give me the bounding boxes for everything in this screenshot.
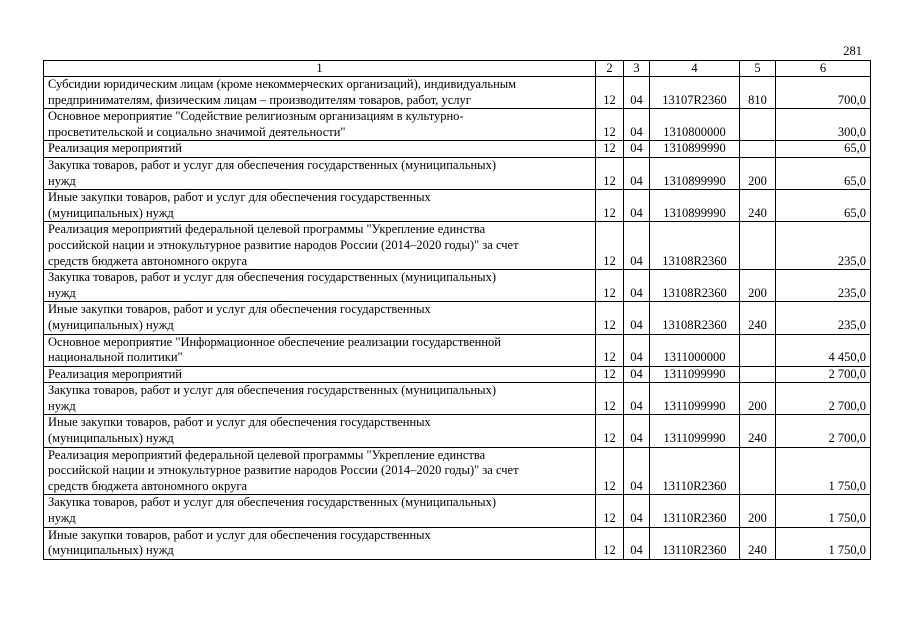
target-article-code: 13110R2360: [650, 527, 740, 559]
expense-type-code: [740, 366, 776, 383]
row-description: [44, 302, 596, 334]
expense-type-code: [740, 334, 776, 366]
description-line: (муниципальных) нужд: [48, 205, 174, 220]
table-row: [44, 157, 871, 189]
description-line: Реализация мероприятий федеральной целевой программы "Укрепление единства: [48, 447, 486, 462]
description-line: Реализация мероприятий: [48, 141, 182, 156]
table-row: [44, 334, 871, 366]
expense-type-code: 240: [740, 302, 776, 334]
description-line: Иные закупки товаров, работ и услуг для обеспечения государственных: [48, 302, 431, 317]
target-article-code: 13108R2360: [650, 302, 740, 334]
row-description: [44, 334, 596, 366]
amount: 700,0: [776, 77, 871, 109]
target-article-code: 1310899990: [650, 141, 740, 158]
table-row: [44, 527, 871, 559]
target-article-code: 1310899990: [650, 190, 740, 222]
expense-type-code: [740, 109, 776, 141]
table-row: [44, 366, 871, 383]
row-description: [44, 222, 596, 270]
amount: 235,0: [776, 270, 871, 302]
target-article-code: 1310800000: [650, 109, 740, 141]
subsection-code: 04: [624, 270, 650, 302]
subsection-code: 04: [624, 222, 650, 270]
amount: 2 700,0: [776, 415, 871, 447]
table-row: [44, 270, 871, 302]
target-article-code: 13107R2360: [650, 77, 740, 109]
row-description: [44, 447, 596, 495]
expense-type-code: 200: [740, 383, 776, 415]
target-article-code: 13110R2360: [650, 495, 740, 527]
row-description: [44, 77, 596, 109]
table-row: [44, 190, 871, 222]
table-row: [44, 109, 871, 141]
description-line: предпринимателям, физическим лицам – производителям товаров, работ, услуг: [48, 92, 471, 107]
amount: 2 700,0: [776, 366, 871, 383]
description-line: нужд: [48, 511, 76, 526]
expense-type-code: [740, 141, 776, 158]
section-code: 12: [596, 222, 624, 270]
table-row: [44, 415, 871, 447]
section-code: 12: [596, 302, 624, 334]
subsection-code: 04: [624, 302, 650, 334]
budget-table: [43, 60, 871, 560]
target-article-code: 13110R2360: [650, 447, 740, 495]
subsection-code: 04: [624, 334, 650, 366]
subsection-code: 04: [624, 383, 650, 415]
description-line: Закупка товаров, работ и услуг для обеспечения государственных (муниципальных): [48, 383, 496, 398]
table-row: [44, 222, 871, 270]
expense-type-code: 810: [740, 77, 776, 109]
description-line: Реализация мероприятий федеральной целевой программы "Укрепление единства: [48, 222, 486, 237]
subsection-code: 04: [624, 415, 650, 447]
row-description: [44, 157, 596, 189]
expense-type-code: 240: [740, 190, 776, 222]
section-code: 12: [596, 495, 624, 527]
description-line: Иные закупки товаров, работ и услуг для обеспечения государственных: [48, 527, 431, 542]
row-description: [44, 527, 596, 559]
description-line: Субсидии юридическим лицам (кроме некоммерческих организаций), индивидуальным: [48, 77, 517, 91]
target-article-code: 13108R2360: [650, 270, 740, 302]
target-article-code: 1311099990: [650, 383, 740, 415]
row-description: [44, 366, 596, 383]
table-row: [44, 495, 871, 527]
amount: 65,0: [776, 157, 871, 189]
section-code: 12: [596, 527, 624, 559]
expense-type-code: 240: [740, 527, 776, 559]
table-row: [44, 447, 871, 495]
subsection-code: 04: [624, 495, 650, 527]
description-line: средств бюджета автономного округа: [48, 253, 248, 268]
column-header: 6: [776, 61, 871, 77]
amount: 1 750,0: [776, 495, 871, 527]
amount: 300,0: [776, 109, 871, 141]
section-code: 12: [596, 270, 624, 302]
amount: 235,0: [776, 302, 871, 334]
row-description: [44, 270, 596, 302]
description-line: нужд: [48, 398, 76, 413]
section-code: 12: [596, 77, 624, 109]
description-line: российской нации и этнокультурное развитие народов России (2014–2020 годы)" за счет: [48, 463, 519, 478]
row-description: [44, 190, 596, 222]
expense-type-code: [740, 447, 776, 495]
subsection-code: 04: [624, 141, 650, 158]
target-article-code: 1311099990: [650, 415, 740, 447]
section-code: 12: [596, 190, 624, 222]
table-row: [44, 77, 871, 109]
section-code: 12: [596, 447, 624, 495]
amount: 1 750,0: [776, 447, 871, 495]
description-line: средств бюджета автономного округа: [48, 478, 248, 493]
target-article-code: 1311099990: [650, 366, 740, 383]
section-code: 12: [596, 141, 624, 158]
description-line: Закупка товаров, работ и услуг для обеспечения государственных (муниципальных): [48, 270, 496, 285]
section-code: 12: [596, 415, 624, 447]
column-header: 1: [44, 61, 596, 77]
amount: 2 700,0: [776, 383, 871, 415]
description-line: российской нации и этнокультурное развитие народов России (2014–2020 годы)" за счет: [48, 237, 519, 252]
amount: 4 450,0: [776, 334, 871, 366]
description-line: Основное мероприятие "Содействие религиозным организациям в культурно-: [48, 109, 464, 124]
expense-type-code: 240: [740, 415, 776, 447]
description-line: Иные закупки товаров, работ и услуг для обеспечения государственных: [48, 190, 431, 205]
column-header: 5: [740, 61, 776, 77]
section-code: 12: [596, 334, 624, 366]
row-description: [44, 415, 596, 447]
description-line: Закупка товаров, работ и услуг для обеспечения государственных (муниципальных): [48, 157, 496, 172]
expense-type-code: 200: [740, 495, 776, 527]
expense-type-code: 200: [740, 270, 776, 302]
table-row: [44, 141, 871, 158]
row-description: [44, 109, 596, 141]
target-article-code: 1311000000: [650, 334, 740, 366]
subsection-code: 04: [624, 366, 650, 383]
page-number: 281: [843, 44, 862, 58]
section-code: 12: [596, 366, 624, 383]
section-code: 12: [596, 383, 624, 415]
subsection-code: 04: [624, 527, 650, 559]
description-line: просветительской и социально значимой деятельности": [48, 124, 346, 139]
description-line: Реализация мероприятий: [48, 366, 182, 381]
expense-type-code: [740, 222, 776, 270]
section-code: 12: [596, 109, 624, 141]
target-article-code: 13108R2360: [650, 222, 740, 270]
description-line: национальной политики": [48, 350, 183, 365]
table-row: [44, 302, 871, 334]
description-line: (муниципальных) нужд: [48, 317, 174, 332]
row-description: [44, 383, 596, 415]
description-line: (муниципальных) нужд: [48, 543, 174, 558]
description-line: Иные закупки товаров, работ и услуг для обеспечения государственных: [48, 415, 431, 430]
subsection-code: 04: [624, 157, 650, 189]
target-article-code: 1310899990: [650, 157, 740, 189]
column-header: 2: [596, 61, 624, 77]
subsection-code: 04: [624, 447, 650, 495]
subsection-code: 04: [624, 190, 650, 222]
column-header: 3: [624, 61, 650, 77]
subsection-code: 04: [624, 77, 650, 109]
row-description: [44, 495, 596, 527]
description-line: (муниципальных) нужд: [48, 431, 174, 446]
description-line: нужд: [48, 173, 76, 188]
amount: 65,0: [776, 190, 871, 222]
subsection-code: 04: [624, 109, 650, 141]
row-description: [44, 141, 596, 158]
amount: 65,0: [776, 141, 871, 158]
expense-type-code: 200: [740, 157, 776, 189]
description-line: Основное мероприятие "Информационное обеспечение реализации государственной: [48, 334, 501, 349]
column-header: 4: [650, 61, 740, 77]
amount: 235,0: [776, 222, 871, 270]
header-row: [44, 61, 871, 77]
section-code: 12: [596, 157, 624, 189]
description-line: Закупка товаров, работ и услуг для обеспечения государственных (муниципальных): [48, 495, 496, 510]
table-row: [44, 383, 871, 415]
description-line: нужд: [48, 285, 76, 300]
amount: 1 750,0: [776, 527, 871, 559]
